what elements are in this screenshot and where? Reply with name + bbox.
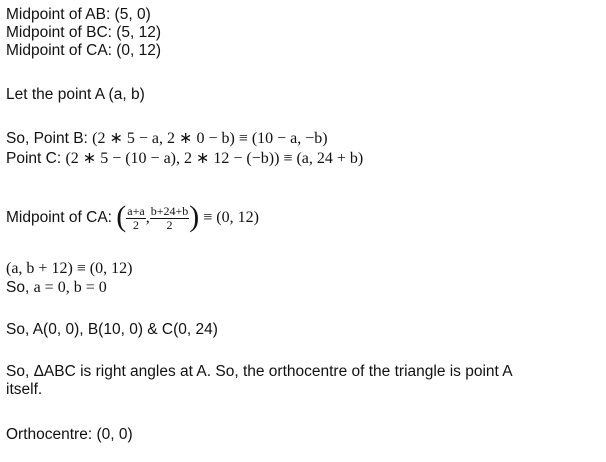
fraction-y-numerator: b+24+b — [150, 203, 189, 218]
fraction-y-denominator: 2 — [166, 217, 173, 232]
midpoint-ca-formula-line: Midpoint of CA: ( $\frac{a+a}{2}$ , $\frac{b+24+b}{2}$ ) ≡ (0, 12) — [6, 200, 259, 234]
midpoint-ca-text: Midpoint of CA: (0, 12) — [6, 42, 162, 59]
coordinates-text: So, A(0, 0), B(10, 0) & C(0, 24) — [6, 321, 218, 338]
right-paren: ) — [189, 200, 200, 234]
point-b-label: So, Point B: — [6, 130, 93, 147]
conclusion-line-1: So, ΔABC is right angles at A. So, the orthocentre of the triangle is point A — [6, 363, 513, 380]
fraction-x — [126, 205, 145, 232]
conclusion-line-2: itself. — [6, 381, 43, 398]
so-ab-label: So, — [6, 279, 34, 296]
point-b-line — [6, 130, 328, 148]
midpoint-bc-text: Midpoint of BC: (5, 12) — [6, 24, 162, 41]
midpoint-ab-text: Midpoint of AB: (5, 0) — [6, 6, 151, 23]
midpoint-ca-formula-result: ≡ (0, 12) — [203, 209, 259, 226]
point-c-label: Point C: — [6, 150, 66, 167]
so-ab-expression: a = 0, b = 0 — [33, 279, 107, 296]
point-c-line — [6, 150, 363, 168]
point-b-expression: (2 ∗ 5 − a, 2 ∗ 0 − b) ≡ (10 − a, −b) — [92, 130, 328, 147]
fraction-y — [150, 205, 190, 232]
point-c-expression: (2 ∗ 5 − (10 − a), 2 ∗ 12 − (−b)) ≡ (a, 24 + b) — [65, 150, 364, 167]
orthocentre-text: Orthocentre: (0, 0) — [6, 426, 133, 443]
midpoint-ca-formula-label: Midpoint of CA: — [6, 209, 117, 226]
let-point-text: Let the point A (a, b) — [6, 86, 145, 103]
equation-line: (a, b + 12) ≡ (0, 12) — [6, 260, 133, 277]
fraction-x-numerator: a+a — [127, 203, 145, 218]
so-ab-line — [6, 279, 107, 297]
fraction-x-denominator: 2 — [132, 217, 139, 232]
left-paren: ( — [116, 200, 127, 234]
